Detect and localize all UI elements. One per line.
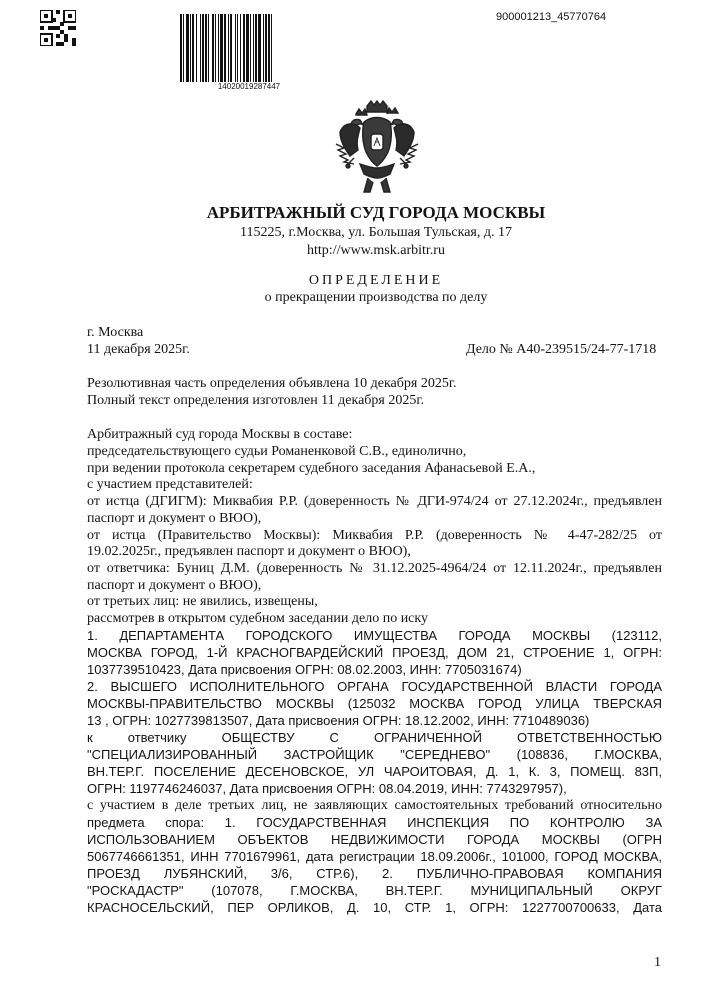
body-line: ПРОЕЗД ЛУБЯНСКИЙ, 3/6, СТР.6), 2. ПУБЛИЧНО-ПРАВОВАЯ КОМПАНИЯ [87,866,662,881]
body-line: от ответчика: Буниц Д.М. (доверенность № 31.12.2025-4964/24 от 12.11.2024г., предъявлен [87,561,662,576]
body-line: "СПЕЦИАЛИЗИРОВАННЫЙ ЗАСТРОЙЩИК "СЕРЕДНЕВО" (108836, Г.МОСКВА, [87,747,662,762]
document-title: ОПРЕДЕЛЕНИЕ [308,273,444,288]
body-line: ИСПОЛЬЗОВАНИЕМ ОБЪЕКТОВ НЕДВИЖИМОСТИ ГОРОДА МОСКВЫ (ОГРН [87,832,662,847]
body-line: от третьих лиц: не явились, извещены, [87,594,318,609]
body-line: ОГРН: 1197746246037, Дата присвоения ОГРН: 08.04.2019, ИНН: 7743297957), [87,781,567,796]
body-line: с участием в деле третьих лиц, не заявляющих самостоятельных требований относительно [87,798,662,813]
court-name: АРБИТРАЖНЫЙ СУД ГОРОДА МОСКВЫ [206,203,546,222]
body-line: 19.02.2025г., предъявлен паспорт и документ о ВЮО), [87,544,411,559]
body-line: от истца (Правительство Москвы): Миквабия Р.Р. (доверенность № 4-47-282/25 от [87,528,662,543]
body-line: 2. ВЫСШЕГО ИСПОЛНИТЕЛЬНОГО ОРГАНА ГОСУДАРСТВЕННОЙ ВЛАСТИ ГОРОДА [87,679,662,694]
coat-of-arms-icon [334,98,420,198]
barcode-number: 14020019287447 [217,82,281,91]
intro-line: Резолютивная часть определения объявлена 10 декабря 2025г. [87,376,457,391]
city: г. Москва [87,325,144,340]
case-number: Дело № А40-239515/24-77-1718 [466,342,657,357]
body-line: ВН.ТЕР.Г. ПОСЕЛЕНИЕ ДЕСЕНОВСКОЕ, УЛ ЧАРОИТОВАЯ, Д. 1, К. 3, ПОМЕЩ. 83П, [87,764,662,779]
document-subtitle: о прекращении производства по делу [264,290,488,305]
body-line: МОСКВА ГОРОД, 1-Й КРАСНОГВАРДЕЙСКИЙ ПРОЕЗД, ДОМ 21, СТРОЕНИЕ 1, ОГРН: [87,645,662,660]
body-line: КРАСНОСЕЛЬСКИЙ, ПЕР ОРЛИКОВ, Д. 10, СТР. 1, ОГРН: 1227700700633, Дата [87,900,662,915]
barcode [180,14,318,82]
body-line: МОСКВЫ-ПРАВИТЕЛЬСТВО МОСКВЫ (125032 МОСКВА ГОРОД УЛИЦА ТВЕРСКАЯ [87,696,662,711]
court-address: 115225, г.Москва, ул. Большая Тульская, д. 17 [240,225,512,240]
body-line: к ответчику ОБЩЕСТВУ С ОГРАНИЧЕННОЙ ОТВЕТСТВЕННОСТЬЮ [87,730,662,745]
body-line: предмета спора: 1. ГОСУДАРСТВЕННАЯ ИНСПЕКЦИЯ ПО КОНТРОЛЮ ЗА [87,815,662,830]
document-date: 11 декабря 2025г. [87,342,190,357]
body-line: паспорт и документ о ВЮО), [87,578,262,593]
body-line: 5067746661351, ИНН 7701679961, дата регистрации 18.09.2006г., 101000, ГОРОД МОСКВА, [87,849,662,864]
body-line: рассмотрев в открытом судебном заседании дело по иску [87,611,428,626]
intro-line: Полный текст определения изготовлен 11 декабря 2025г. [87,393,425,408]
body-line: "РОСКАДАСТР" (107078, Г.МОСКВА, ВН.ТЕР.Г. МУНИЦИПАЛЬНЫЙ ОКРУГ [87,883,662,898]
body-line: от истца (ДГИГМ): Миквабия Р.Р. (доверенность № ДГИ-974/24 от 27.12.2024г., предъявлен [87,494,662,509]
qr-code [40,10,76,46]
body-line: 1. ДЕПАРТАМЕНТА ГОРОДСКОГО ИМУЩЕСТВА ГОРОДА МОСКВЫ (123112, [87,628,662,643]
body-line: паспорт и документ о ВЮО), [87,511,262,526]
body-line: при ведении протокола секретарем судебного заседания Афанасьевой Е.А., [87,461,536,476]
body-line: Арбитражный суд города Москвы в составе: [87,427,353,442]
court-website: http://www.msk.arbitr.ru [307,243,445,258]
document-id: 900001213_45770764 [496,11,607,23]
page-number: 1 [654,955,661,970]
body-line: председательствующего судьи Романенковой С.В., единолично, [87,444,467,459]
body-line: 13 , ОГРН: 1027739813507, Дата присвоения ОГРН: 18.12.2002, ИНН: 7710489036) [87,713,590,728]
body-line: 1037739510423, Дата присвоения ОГРН: 08.02.2003, ИНН: 7705031674) [87,662,522,677]
body-line: с участием представителей: [87,477,253,492]
